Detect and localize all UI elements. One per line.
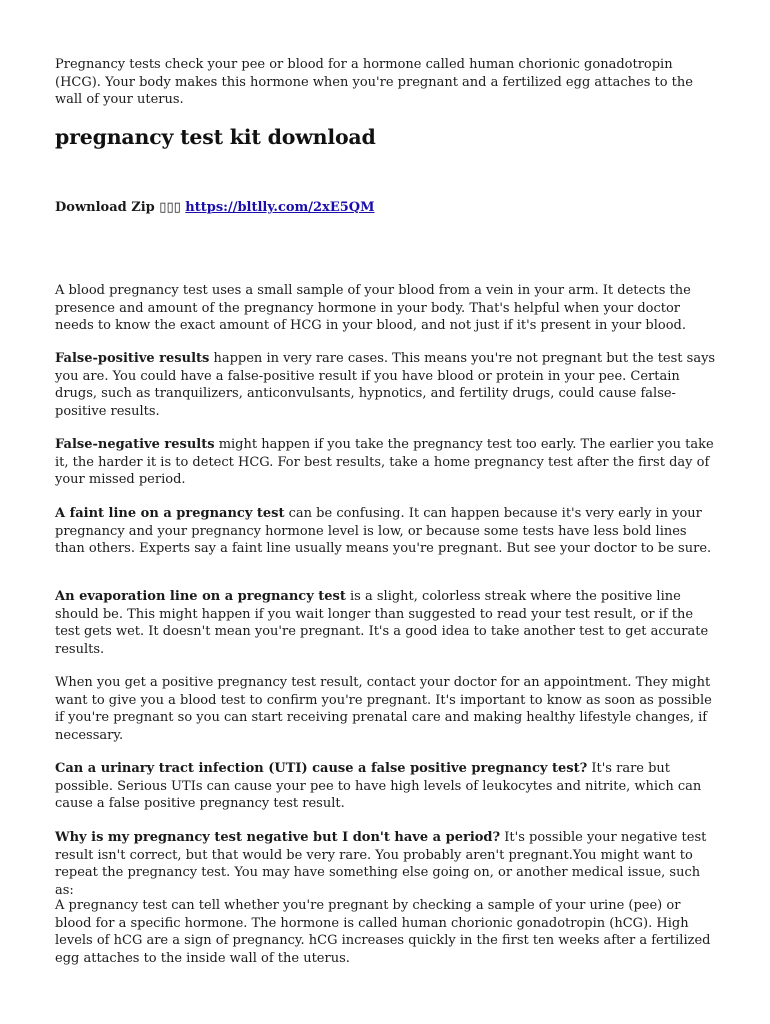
paragraph-lead: False-negative results: [55, 437, 215, 452]
paragraph-negative-no-period: [55, 829, 720, 899]
paragraph-faint-line: [55, 505, 720, 558]
paragraph-text: is a slight, colorless streak where the positive line should be. This might happen if you wait longer than suggested to read your test result, or if the test gets wet. It doesn't mean you're pregnant. It's a good idea to take another test to get accurate results.: [55, 589, 709, 657]
paragraph-false-positive: [55, 350, 720, 420]
paragraph-lead: A faint line on a pregnancy test: [55, 506, 285, 521]
paragraph-text: It's rare but possible. Serious UTIs can cause your pee to have high levels of leukocytes and nitrite, which can cause a false positive pregnancy test result.: [55, 761, 702, 812]
paragraph-text: A blood pregnancy test uses a small sample of your blood from a vein in your arm. It detects the presence and amount of the pregnancy hormone in your body. That's helpful when your doctor needs to know the exact amount of HCG in your blood, and not just if it's present in your blood.: [55, 283, 691, 334]
paragraph-lead: An evaporation line on a pregnancy test: [55, 589, 346, 604]
paragraph-text: can be confusing. It can happen because it's very early in your pregnancy and your pregnancy hormone level is low, or because some tests have less bold lines than others. Experts say a faint line usually means you're pregnant. But see your doctor to be sure.: [55, 506, 712, 557]
page-title: pregnancy test kit download: [55, 125, 376, 149]
paragraph-blood-test: [55, 282, 720, 335]
download-link[interactable]: https://bltlly.com/2xE5QM: [185, 200, 375, 215]
paragraph-lead: Can a urinary tract infection (UTI) cause a false positive pregnancy test?: [55, 761, 588, 776]
download-label: Download Zip: [55, 200, 155, 215]
intro-paragraph: Pregnancy tests check your pee or blood for a hormone called human chorionic gonadotropin (HCG). Your body makes this hormone when you're pregnant and a fertilized egg attaches to the wall of your uterus.: [55, 57, 693, 108]
paragraph-text: When you get a positive pregnancy test result, contact your doctor for an appointment. They might want to give you a blood test to confirm you're pregnant. It's important to know as soon as possible if you're pregnant so you can start receiving prenatal care and making healthy lifestyle changes, if necessary.: [55, 675, 712, 743]
paragraph-hcg-explained: [55, 897, 720, 967]
paragraph-evaporation-line: [55, 588, 720, 658]
paragraph-uti: [55, 760, 720, 813]
paragraph-lead: Why is my pregnancy test negative but I don't have a period?: [55, 830, 501, 845]
download-line: [55, 199, 720, 217]
paragraph-text: happen in very rare cases. This means you're not pregnant but the test says you are. You could have a false-positive result if you have blood or protein in your pee. Certain drugs, such as tranquilizers, anticonvulsants, hypnotics, and fertility drugs, could cause false-positive results.: [55, 351, 716, 419]
paragraph-text: It's possible your negative test result isn't correct, but that would be very rare. You probably aren't pregnant.You might want to repeat the pregnancy test. You may have something else going on, or another medical issue, such as:: [55, 830, 707, 898]
paragraph-lead: False-positive results: [55, 351, 210, 366]
paragraph-text: might happen if you take the pregnancy test too early. The earlier you take it, the harder it is to detect HCG. For best results, take a home pregnancy test after the first day of your missed period.: [55, 437, 714, 488]
paragraph-positive-result: [55, 674, 720, 744]
download-glyphs: ▯▯▯: [159, 200, 181, 215]
paragraph-false-negative: [55, 436, 720, 489]
paragraph-text: A pregnancy test can tell whether you're pregnant by checking a sample of your urine (pee) or blood for a specific hormone. The hormone is called human chorionic gonadotropin (hCG). High levels of hCG are a sign of pregnancy. hCG increases quickly in the first ten weeks after a fertilized egg attaches to the inside wall of the uterus.: [55, 898, 711, 966]
